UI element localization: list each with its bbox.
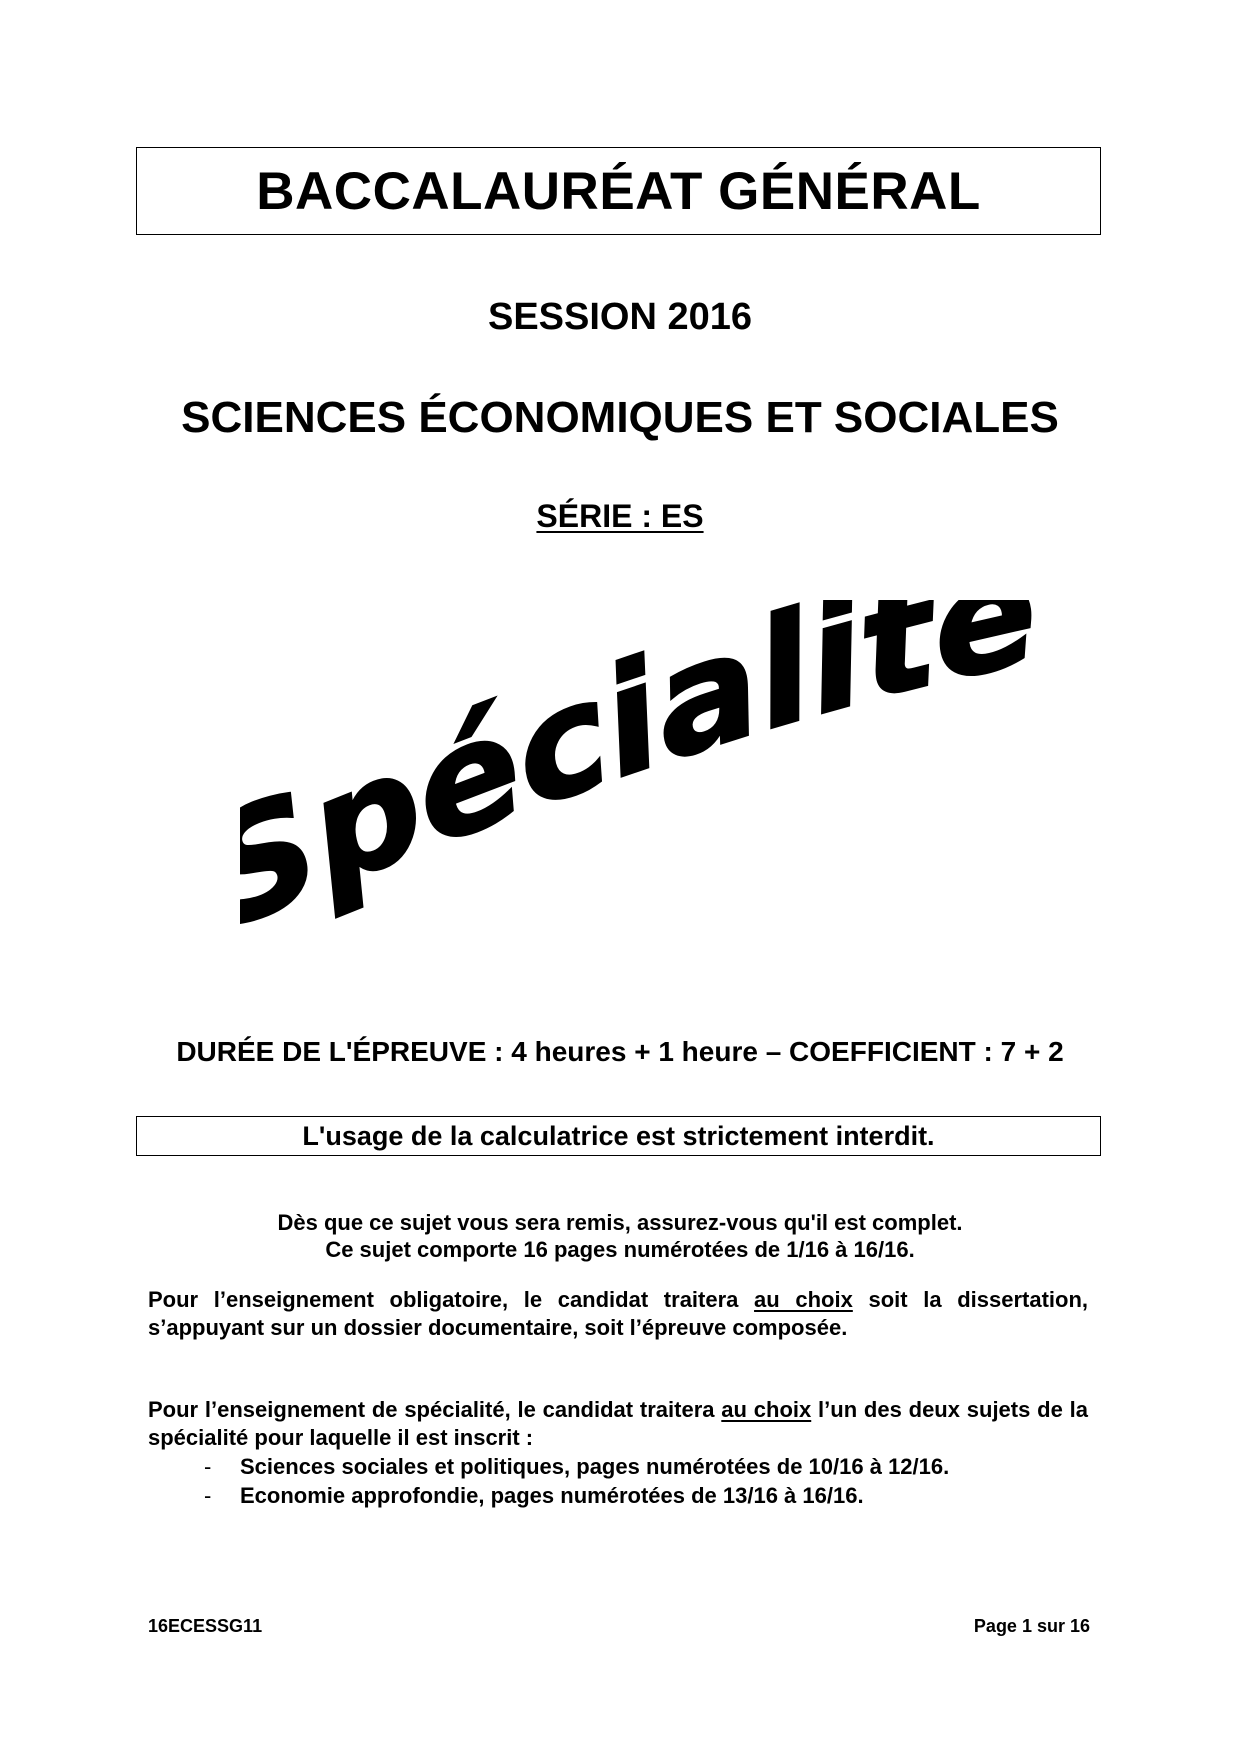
specialite-word-art [240, 600, 1060, 1020]
list-item [204, 1481, 949, 1510]
calculator-notice: L'usage de la calculatrice est strictement interdit. [302, 1120, 935, 1151]
para1-start: Pour l’enseignement obligatoire, le candidat traitera [148, 1287, 739, 1312]
serie-label [0, 498, 1240, 535]
specialite-instructions [148, 1396, 1088, 1452]
para2-end: l’un des deux sujets de la spécialité pour laquelle il est inscrit : [148, 1397, 1088, 1450]
para1-end: soit la dissertation, s’appuyant sur un dossier documentaire, soit l’épreuve composée. [148, 1287, 1089, 1340]
page-number: Page 1 sur 16 [973, 1616, 1090, 1636]
list-item-text: Economie approfondie, pages numérotées de 13/16 à 16/16. [240, 1483, 864, 1508]
specialite-options-list [204, 1452, 949, 1510]
calculator-notice-box [136, 1116, 1101, 1156]
subject-title: SCIENCES ÉCONOMIQUES ET SOCIALES [181, 393, 1059, 442]
para2-start: Pour l’enseignement de spécialité, le candidat traitera [148, 1397, 715, 1422]
page-count-notice: Ce sujet comporte 16 pages numérotées de 1/16 à 16/16. [325, 1237, 915, 1262]
serie-text: SÉRIE : ES [536, 498, 704, 534]
subject-code: 16ECESSG11 [148, 1616, 263, 1636]
svg-text:Spécialité [240, 600, 1060, 963]
para1-choice: au choix [754, 1287, 853, 1312]
list-item [204, 1452, 949, 1481]
specialite-stamp [240, 600, 1060, 1020]
session-label: SESSION 2016 [487, 296, 753, 338]
completeness-notice: Dès que ce sujet vous sera remis, assurez-vous qu'il est complet. [277, 1210, 963, 1235]
bullet-marker: - [204, 1454, 212, 1479]
duration-coefficient: DURÉE DE L'ÉPREUVE : 4 heures + 1 heure – COEFFICIENT : 7 + 2 [176, 1036, 1064, 1067]
obligatoire-instructions [148, 1286, 1088, 1342]
exam-title: BACCALAURÉAT GÉNÉRAL [256, 161, 981, 221]
title-box [136, 147, 1101, 235]
para2-choice: au choix [721, 1397, 812, 1422]
bullet-marker: - [204, 1483, 212, 1508]
list-item-text: Sciences sociales et politiques, pages numérotées de 10/16 à 12/16. [240, 1454, 950, 1479]
specialite-word: Spécialité [240, 600, 1047, 964]
